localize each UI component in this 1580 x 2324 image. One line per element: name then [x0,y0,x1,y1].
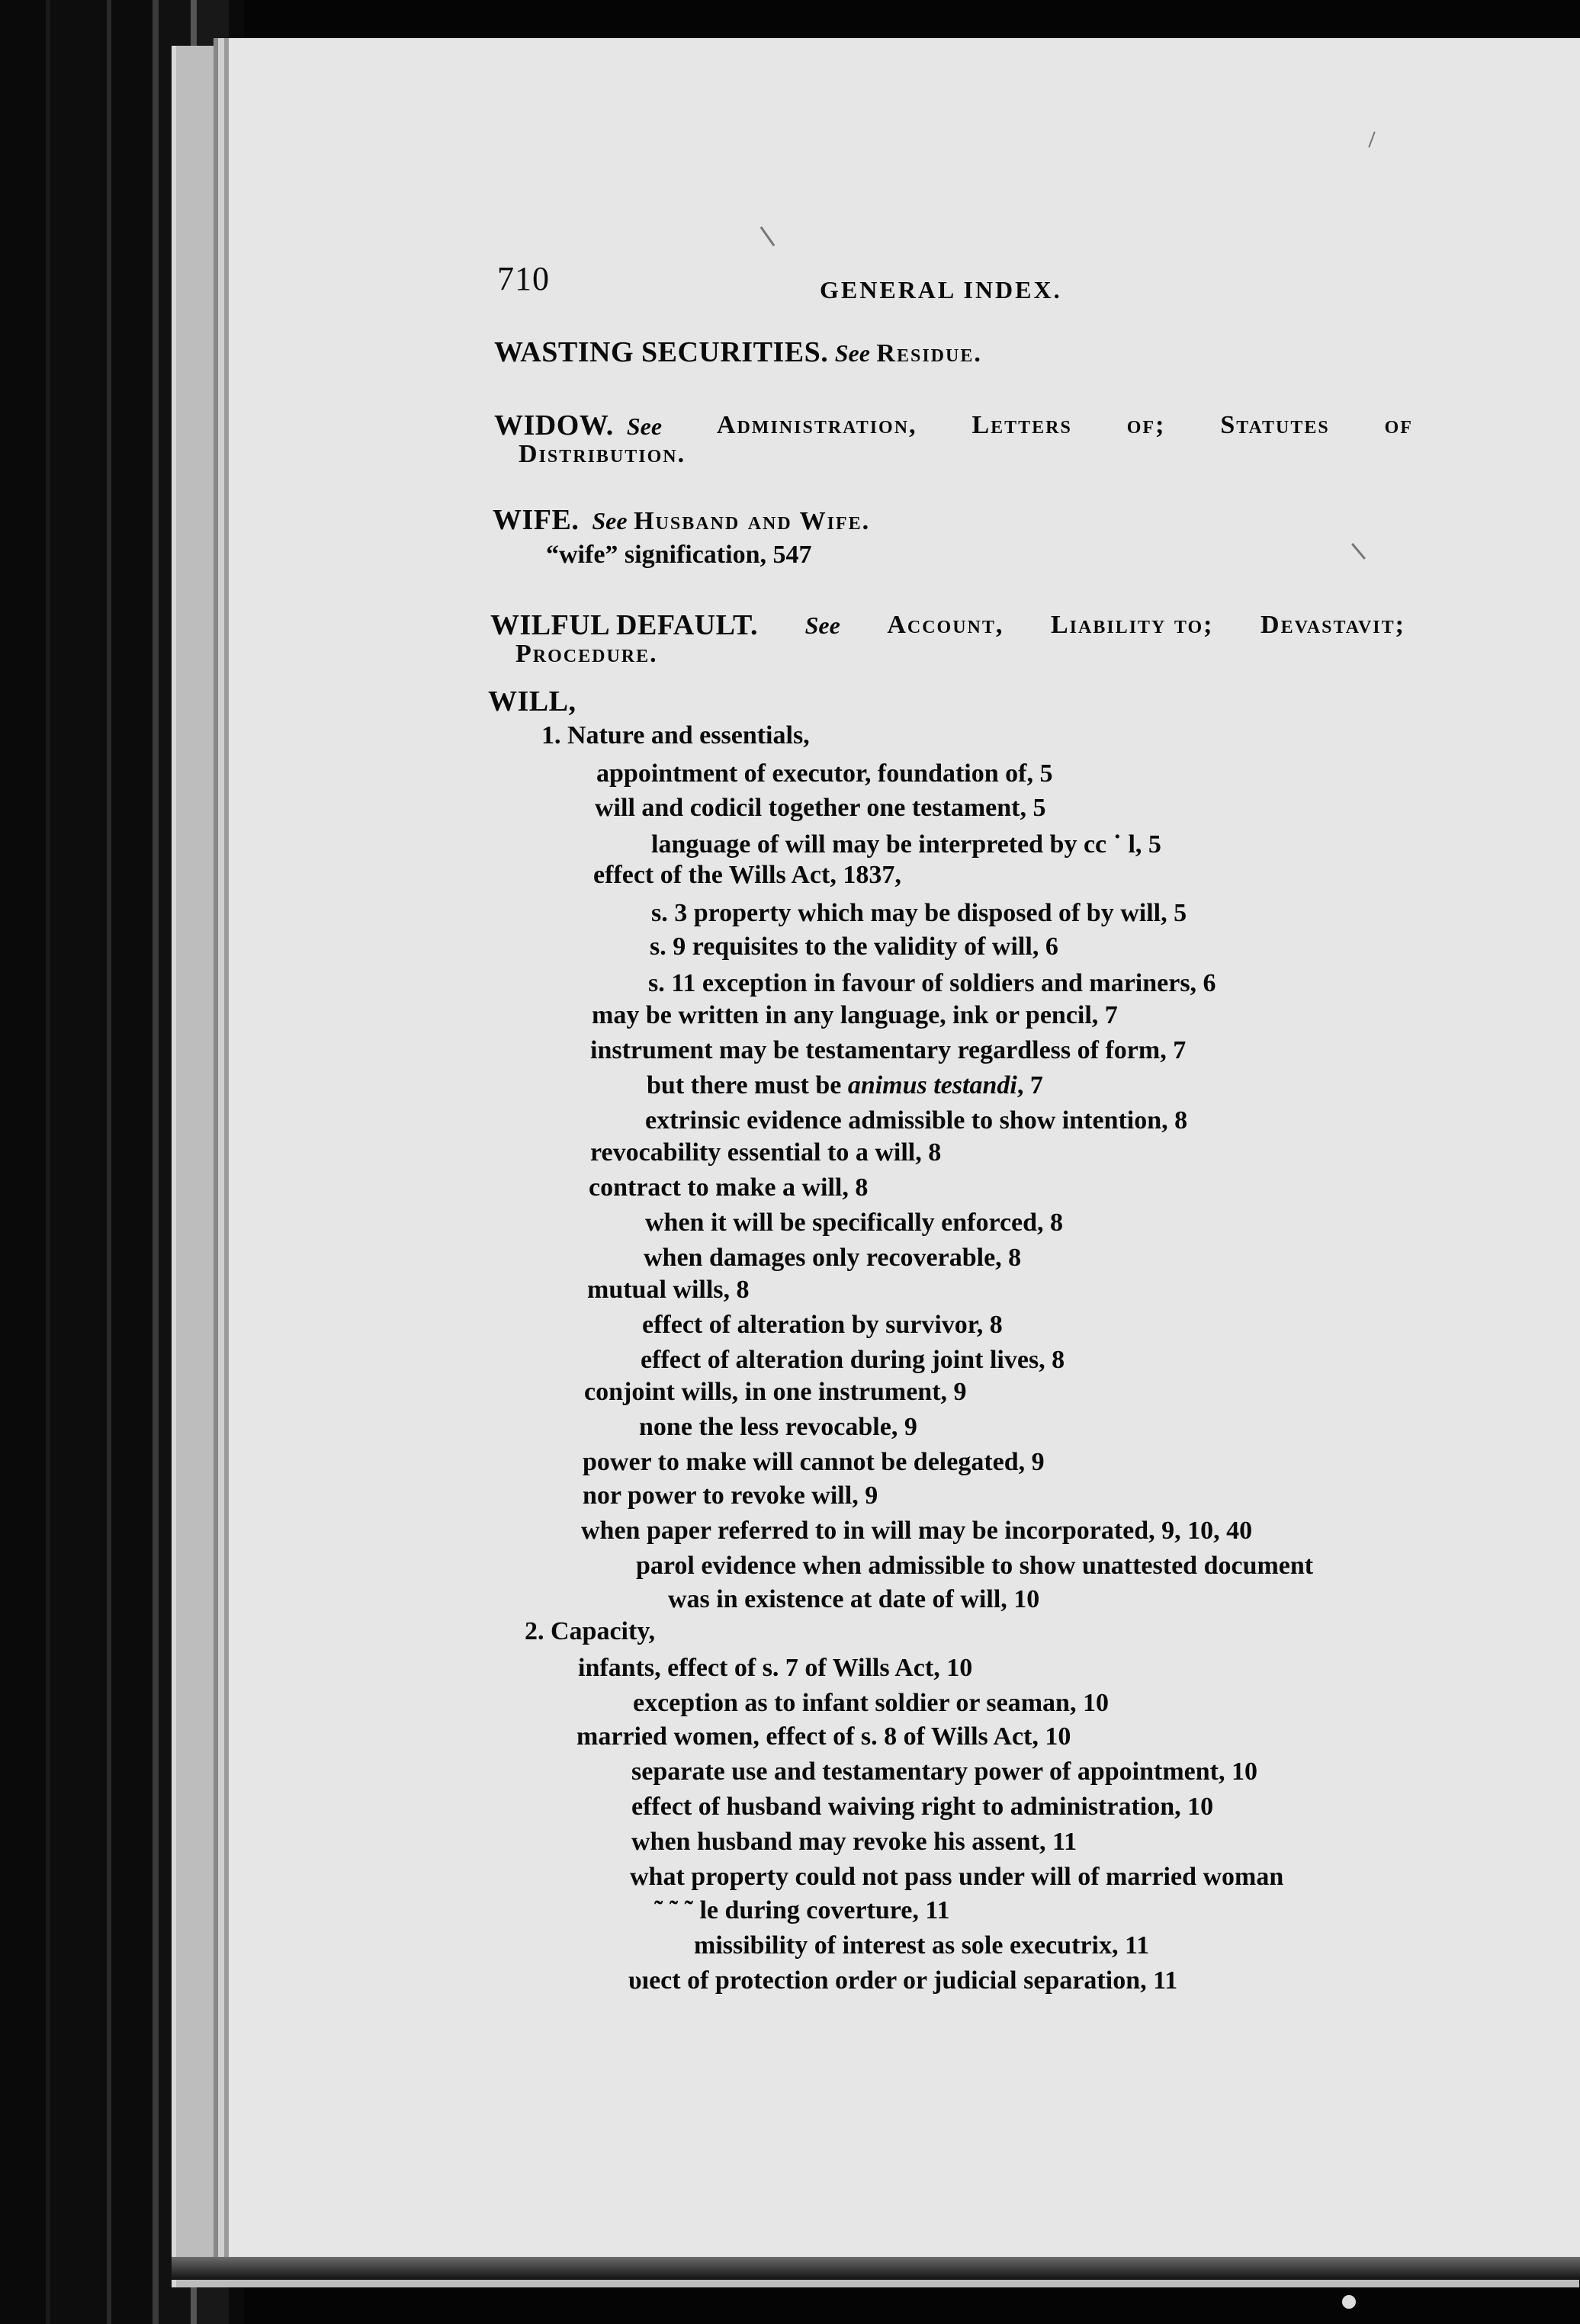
index-subentry: power to make will cannot be delegated, 9 [583,1448,1045,1476]
index-subentry: effect of the Wills Act, 1837, [593,861,901,889]
index-entry-wasting [494,337,982,369]
scan-speck [1351,543,1366,560]
index-subentry: none the less revocable, 9 [639,1413,917,1441]
see-reference-label: See [592,507,628,534]
index-subentry: contract to make a will, 8 [589,1173,869,1202]
index-subentry: when paper referred to in will may be incorporated, 9, 10, 40 [581,1517,1253,1545]
entry-heading: WASTING SECURITIES. [494,336,829,368]
latin-term: animus testandi [847,1071,1017,1099]
index-subentry: nor power to revoke will, 9 [583,1481,878,1510]
see-reference-label: See [626,412,663,440]
index-subentry: effect of husband waiving right to administration, 10 [631,1793,1214,1821]
index-subentry: infants, effect of s. 7 of Wills Act, 10 [578,1654,973,1682]
index-subentry: when damages only recoverable, 8 [644,1244,1022,1272]
index-subentry: when it will be specifically enforced, 8 [645,1209,1064,1237]
cross-reference: Procedure. [515,640,658,668]
index-entry-continuation [515,639,658,669]
cross-reference: Account, [887,611,1004,639]
scan-speck [1342,2295,1356,2309]
see-reference-label: See [834,339,870,367]
text-run: but there must be [647,1071,848,1099]
index-subentry: missibility of interest as sole executrix, 11 [694,1931,1150,1960]
index-subentry: what property could not pass under will of married woman [630,1863,1284,1891]
entry-heading: WIDOW. [494,409,614,441]
index-subentry: will and codicil together one testament, 5 [595,794,1046,822]
scan-speck [760,226,776,246]
page-number: 710 [497,260,550,297]
cross-reference: Administration, [716,411,917,439]
index-subentry: language of will may be interpreted by cc ˙ l, 5 [651,830,1161,859]
index-subentry: effect of alteration by survivor, 8 [642,1311,1003,1339]
index-subentry: υıect of protection order or judicial separation, 11 [628,1966,1178,1995]
running-head: GENERAL INDEX. [820,276,1062,303]
entry-heading: WILL, [488,685,576,717]
index-subentry: “wife” signification, 547 [546,541,812,569]
entry-heading: WIFE. [493,504,580,536]
cross-reference: Residue. [876,339,982,368]
index-subentry: parol evidence when admissible to show unattested document [636,1552,1314,1580]
cross-reference: Letters [971,411,1072,439]
index-section-heading: 2. Capacity, [525,1617,655,1645]
index-section-heading: 1. Nature and essentials, [541,721,810,750]
index-entry-widow [494,410,1413,442]
index-subentry: mutual wills, 8 [587,1276,750,1304]
index-subentry: may be written in any language, ink or pencil, 7 [592,1001,1118,1029]
scan-speck [1368,131,1375,147]
cross-reference: Distribution. [519,440,686,468]
index-subentry: married women, effect of s. 8 of Wills Act, 10 [576,1722,1071,1751]
cross-reference: of [1384,411,1413,439]
index-entry-wife [493,505,870,537]
cross-reference: Husband and Wife. [634,507,871,535]
index-subentry: was in existence at date of will, 10 [668,1585,1040,1613]
index-subentry: appointment of executor, foundation of, 5 [596,759,1053,788]
index-entry-continuation [519,439,686,470]
text-run: , 7 [1016,1071,1043,1099]
index-subentry: s. 3 property which may be disposed of by will, 5 [651,899,1187,927]
index-subentry: revocability essential to a will, 8 [590,1138,942,1167]
index-subentry: extrinsic evidence admissible to show intention, 8 [645,1106,1188,1135]
index-subentry: when husband may revoke his assent, 11 [631,1828,1077,1856]
index-subentry [647,1071,1043,1101]
cross-reference: Liability to; [1050,611,1214,639]
cross-reference: Devastavit; [1260,611,1405,639]
index-subentry: conjoint wills, in one instrument, 9 [584,1378,967,1406]
index-entry-wilful-default [490,610,1405,640]
index-subentry: s. 11 exception in favour of soldiers and mariners, 6 [648,969,1216,997]
see-reference-label: See [804,611,840,639]
cross-reference: Statutes [1220,411,1330,439]
index-subentry: ˜ ˜ ˜ le during coverture, 11 [654,1896,950,1924]
cross-reference: of; [1126,411,1166,439]
entry-heading: WILFUL DEFAULT. [490,609,758,641]
index-subentry: effect of alteration during joint lives, 8 [641,1346,1065,1374]
index-subentry: s. 9 requisites to the validity of will, 6 [650,932,1058,961]
index-subentry: exception as to infant soldier or seaman, 10 [633,1689,1109,1717]
index-subentry: separate use and testamentary power of appointment, 10 [631,1757,1257,1786]
index-subentry: instrument may be testamentary regardless of form, 7 [590,1036,1187,1064]
